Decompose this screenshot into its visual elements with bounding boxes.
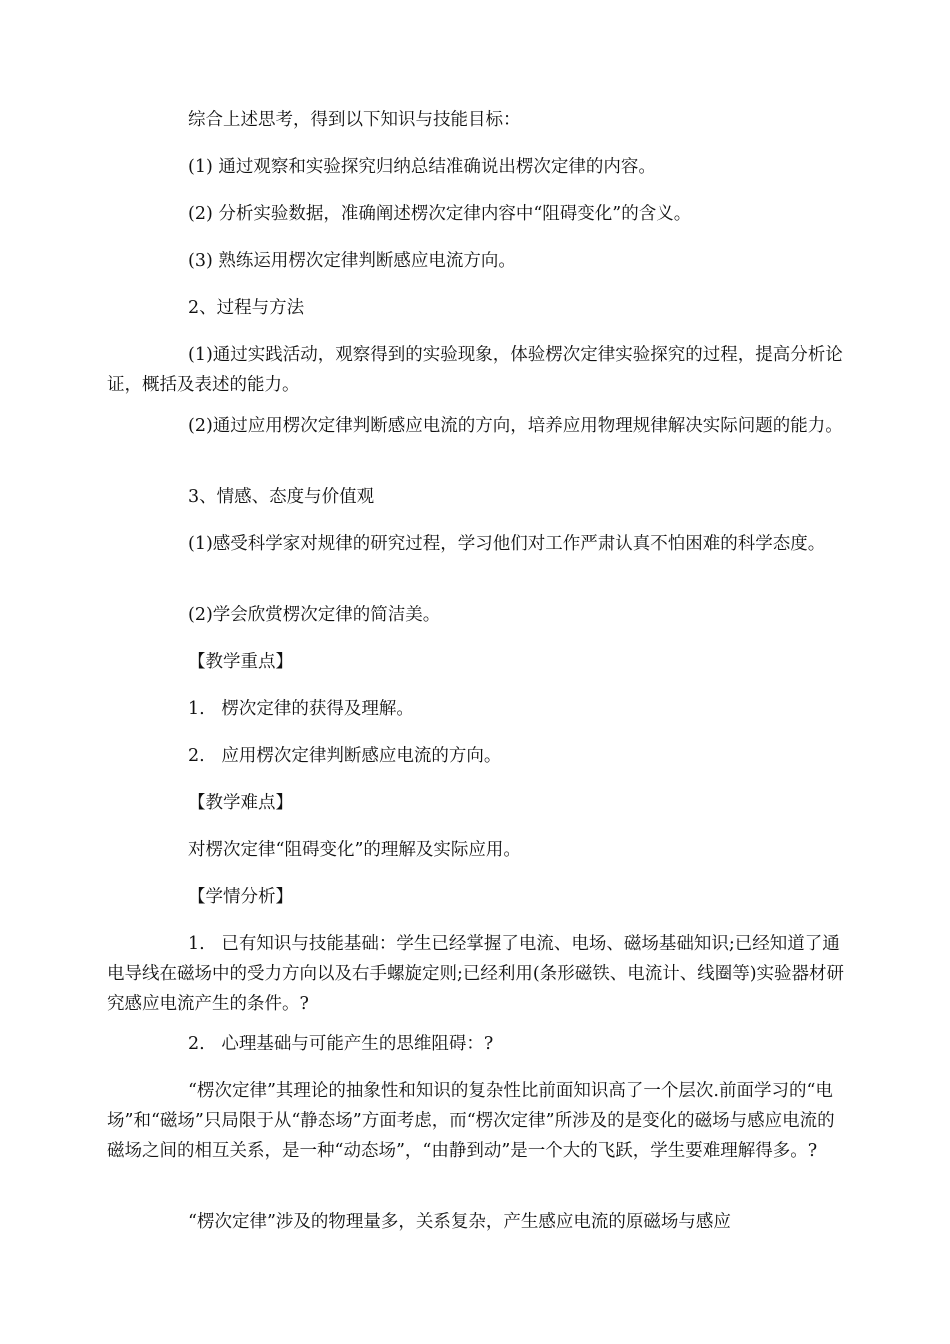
section-heading: 【教学重点】 (188, 652, 293, 672)
section-heading: 2、过程与方法 (188, 298, 305, 318)
list-item: 1. 已有知识与技能基础：学生已经掌握了电流、电场、磁场基础知识;已经知道了通电导线在磁场中的受力方向以及右手螺旋定则;已经利用(条形磁铁、电流计、线圈等)实验器材研究感应电流产生的条件。? (107, 934, 845, 1014)
paragraph: (3) 熟练运用楞次定律判断感应电流方向。 (188, 251, 516, 271)
paragraph: (2) 分析实验数据，准确阐述楞次定律内容中“阻碍变化”的含义。 (188, 204, 692, 224)
paragraph: “楞次定律”涉及的物理量多，关系复杂，产生感应电流的原磁场与感应 (188, 1212, 731, 1232)
paragraph: “楞次定律”其理论的抽象性和知识的复杂性比前面知识高了一个层次.前面学习的“电场”和“磁场”只局限于从“静态场”方面考虑，而“楞次定律”所涉及的是变化的磁场与感应电流的磁场之间的相互关系，是一种“动态场”，“由静到动”是一个大的飞跃，学生要难理解得多。? (107, 1081, 835, 1161)
list-item: 2. 应用楞次定律判断感应电流的方向。 (188, 746, 502, 766)
paragraph: 综合上述思考，得到以下知识与技能目标： (188, 110, 521, 130)
paragraph: (1) 通过观察和实验探究归纳总结准确说出楞次定律的内容。 (188, 157, 656, 177)
paragraph: 对楞次定律“阻碍变化”的理解及实际应用。 (188, 840, 521, 860)
paragraph: (2)学会欣赏楞次定律的简洁美。 (188, 605, 441, 625)
paragraph: (1)感受科学家对规律的研究过程，学习他们对工作严肃认真不怕困难的科学态度。 (188, 534, 826, 554)
list-item: 2. 心理基础与可能产生的思维阻碍：? (188, 1034, 494, 1054)
section-heading: 【教学难点】 (188, 793, 293, 813)
list-item: 1. 楞次定律的获得及理解。 (188, 699, 414, 719)
section-heading: 【学情分析】 (188, 887, 293, 907)
paragraph: (1)通过实践活动，观察得到的实验现象，体验楞次定律实验探究的过程，提高分析论证，概括及表述的能力。 (107, 345, 843, 395)
paragraph: (2)通过应用楞次定律判断感应电流的方向，培养应用物理规律解决实际问题的能力。 (188, 416, 843, 436)
section-heading: 3、情感、态度与价值观 (188, 487, 375, 507)
